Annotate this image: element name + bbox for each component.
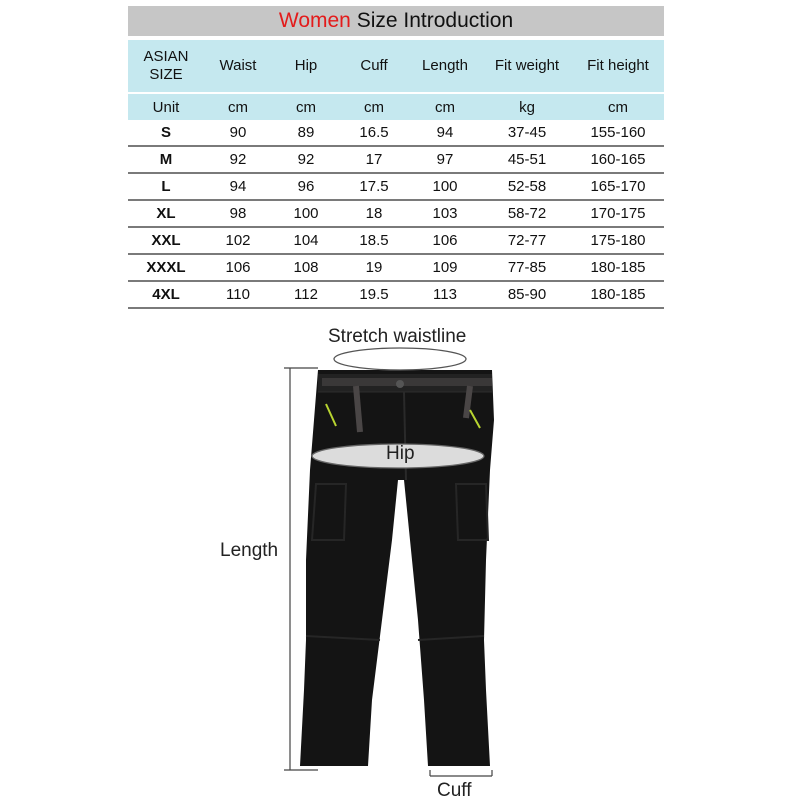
unit-cell: cm xyxy=(340,93,408,120)
table-cell: 155-160 xyxy=(572,120,664,146)
length-label: Length xyxy=(220,540,279,561)
table-cell: 113 xyxy=(408,281,482,308)
size-cell: S xyxy=(128,120,204,146)
table-cell: 92 xyxy=(272,146,340,173)
table-cell: 94 xyxy=(408,120,482,146)
table-cell: 19 xyxy=(340,254,408,281)
header-cell: Cuff xyxy=(340,39,408,93)
table-cell: 72-77 xyxy=(482,227,572,254)
table-cell: 100 xyxy=(272,200,340,227)
table-cell: 96 xyxy=(272,173,340,200)
table-cell: 180-185 xyxy=(572,254,664,281)
cuff-label: Cuff xyxy=(437,780,472,801)
table-cell: 37-45 xyxy=(482,120,572,146)
table-cell: 58-72 xyxy=(482,200,572,227)
table-cell: 112 xyxy=(272,281,340,308)
unit-cell: kg xyxy=(482,93,572,120)
table-cell: 103 xyxy=(408,200,482,227)
hip-label: Hip xyxy=(386,443,415,464)
table-cell: 18.5 xyxy=(340,227,408,254)
table-cell: 108 xyxy=(272,254,340,281)
table-cell: 16.5 xyxy=(340,120,408,146)
size-cell: XXXL xyxy=(128,254,204,281)
unit-cell: cm xyxy=(272,93,340,120)
table-cell: 106 xyxy=(204,254,272,281)
table-cell: 98 xyxy=(204,200,272,227)
size-cell: XXL xyxy=(128,227,204,254)
table-cell: 52-58 xyxy=(482,173,572,200)
table-cell: 100 xyxy=(408,173,482,200)
unit-cell: cm xyxy=(408,93,482,120)
size-cell: 4XL xyxy=(128,281,204,308)
table-cell: 45-51 xyxy=(482,146,572,173)
unit-cell: cm xyxy=(572,93,664,120)
table-cell: 19.5 xyxy=(340,281,408,308)
header-cell: Hip xyxy=(272,39,340,93)
header-cell: Waist xyxy=(204,39,272,93)
table-cell: 109 xyxy=(408,254,482,281)
title-accent: Women xyxy=(278,9,351,32)
header-cell: Length xyxy=(408,39,482,93)
pants-image xyxy=(300,370,494,766)
table-cell: 90 xyxy=(204,120,272,146)
table-cell: 97 xyxy=(408,146,482,173)
table-cell: 102 xyxy=(204,227,272,254)
size-cell: M xyxy=(128,146,204,173)
table-cell: 106 xyxy=(408,227,482,254)
table-cell: 89 xyxy=(272,120,340,146)
title-rest: Size Introduction xyxy=(350,9,514,32)
size-cell: XL xyxy=(128,200,204,227)
table-cell: 77-85 xyxy=(482,254,572,281)
table-cell: 160-165 xyxy=(572,146,664,173)
unit-cell: cm xyxy=(204,93,272,120)
table-cell: 85-90 xyxy=(482,281,572,308)
table-cell: 104 xyxy=(272,227,340,254)
table-cell: 18 xyxy=(340,200,408,227)
cuff-bracket xyxy=(430,770,492,776)
table-cell: 180-185 xyxy=(572,281,664,308)
table-cell: 170-175 xyxy=(572,200,664,227)
table-cell: 94 xyxy=(204,173,272,200)
header-cell: ASIAN SIZE xyxy=(128,39,204,93)
header-cell: Fit height xyxy=(572,39,664,93)
table-cell: 17.5 xyxy=(340,173,408,200)
table-cell: 92 xyxy=(204,146,272,173)
table-cell: 165-170 xyxy=(572,173,664,200)
stretch-waistline-label: Stretch waistline xyxy=(328,326,467,347)
table-cell: 110 xyxy=(204,281,272,308)
table-cell: 175-180 xyxy=(572,227,664,254)
unit-cell: Unit xyxy=(128,93,204,120)
waistline-ellipse xyxy=(334,348,466,370)
header-cell: Fit weight xyxy=(482,39,572,93)
table-cell: 17 xyxy=(340,146,408,173)
size-cell: L xyxy=(128,173,204,200)
